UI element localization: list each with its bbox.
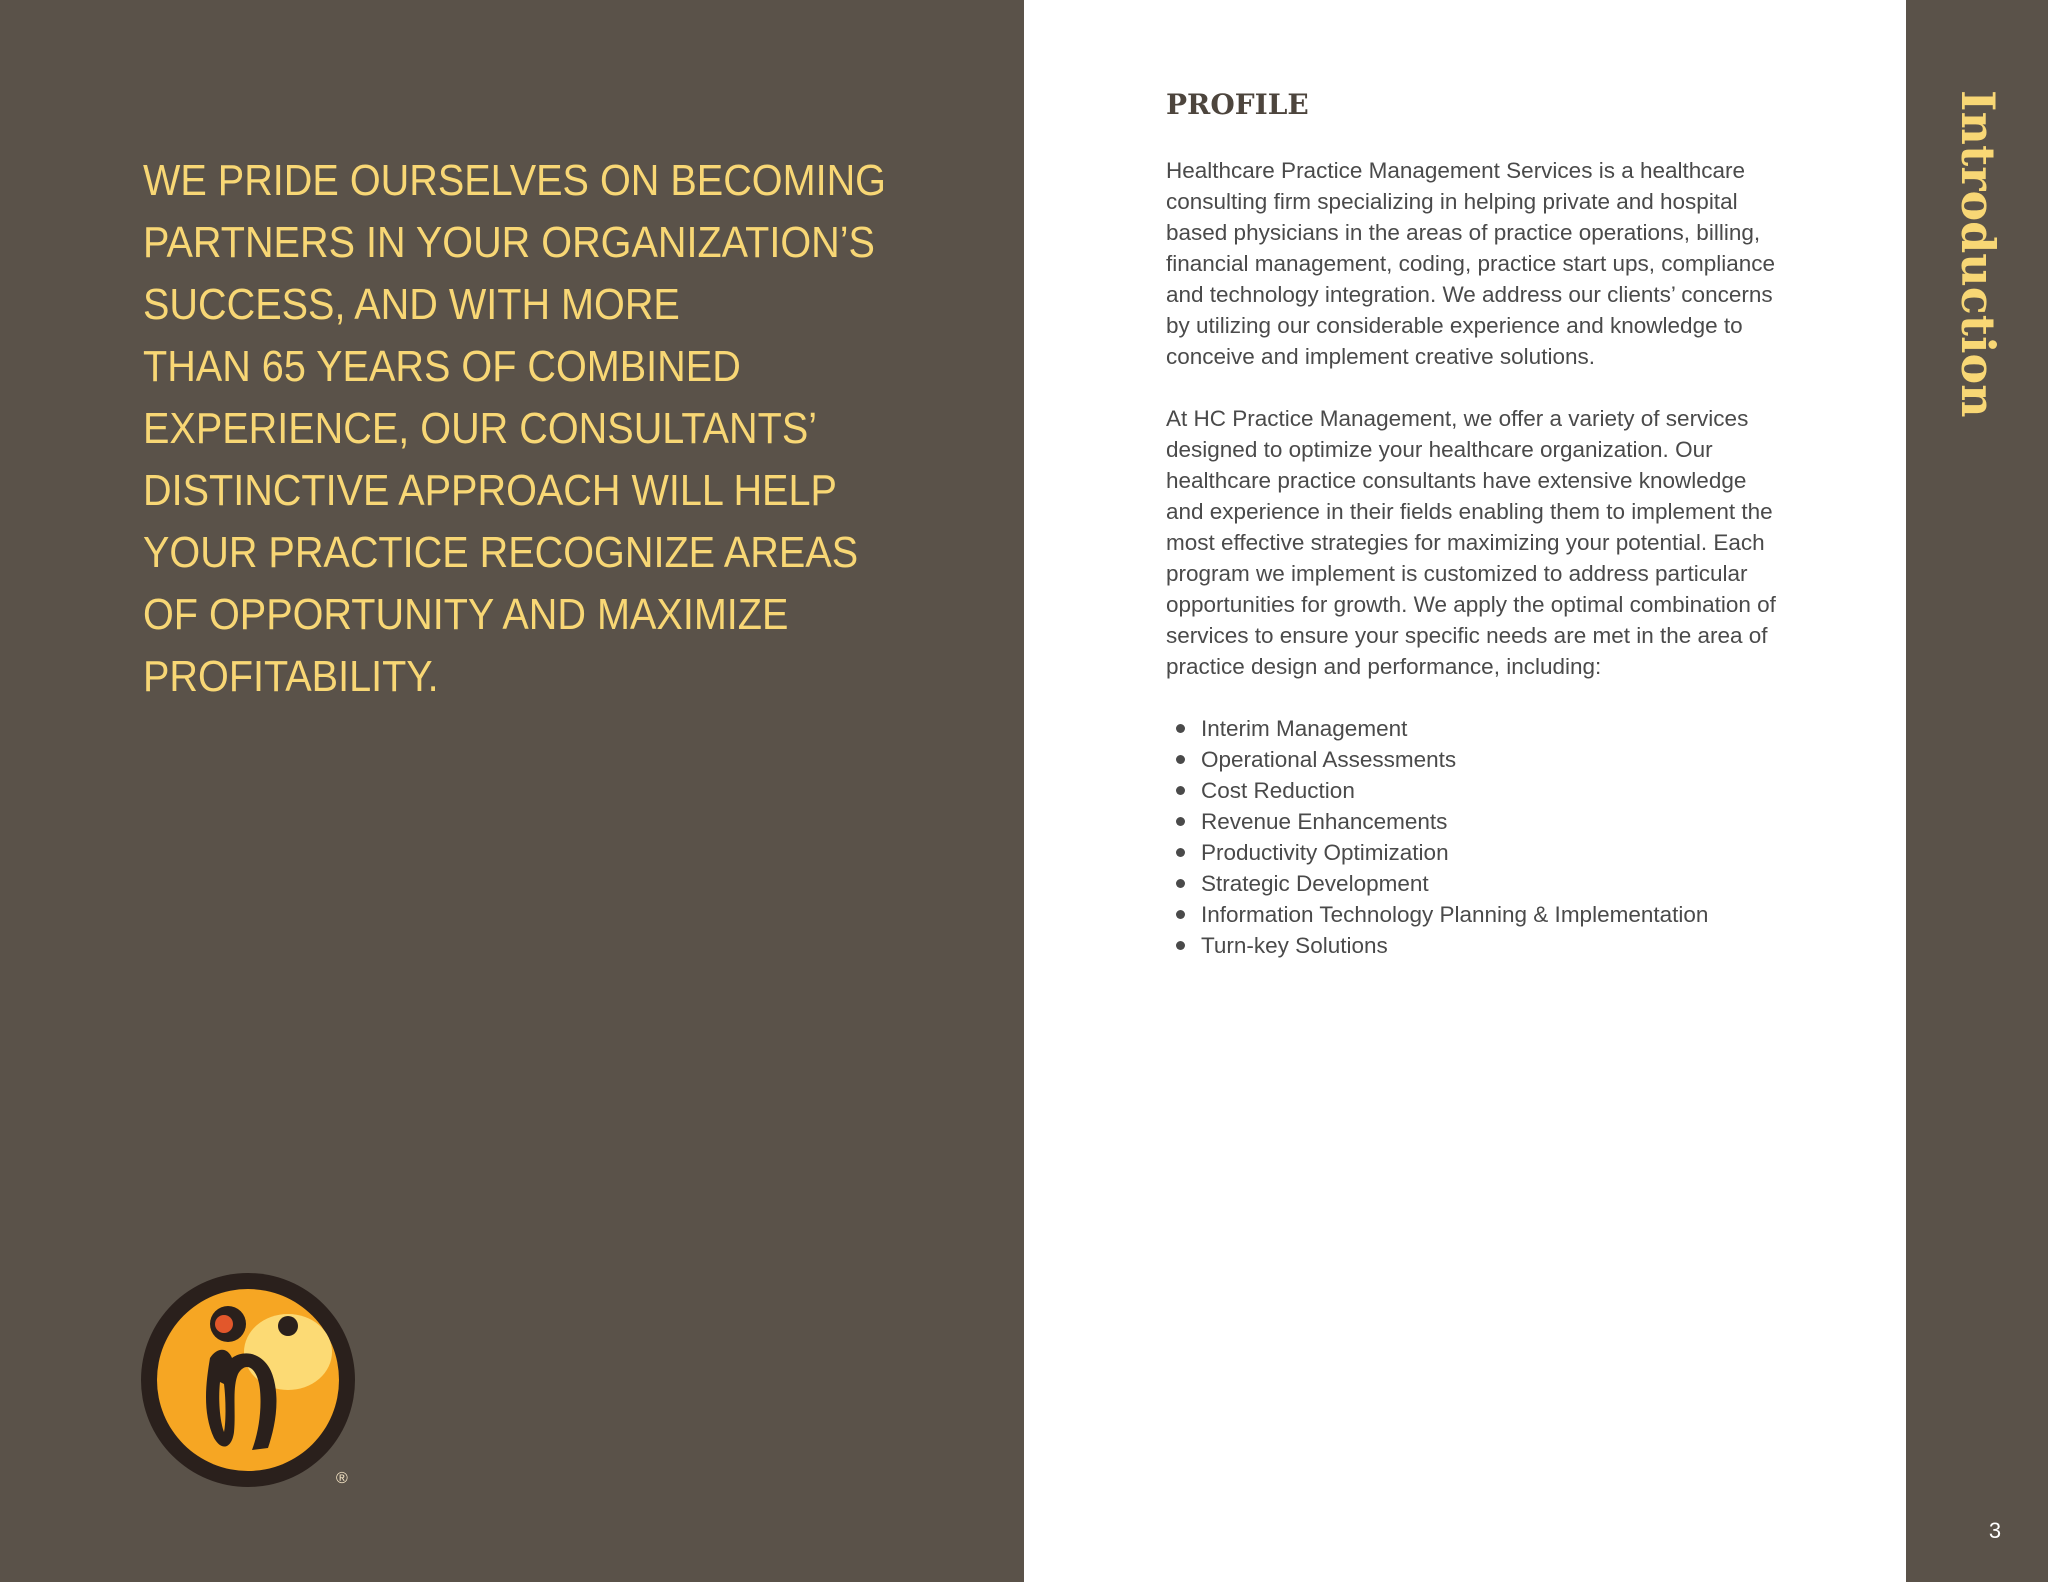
paragraph-line: opportunities for growth. We apply the optimal combination of — [1166, 592, 1776, 617]
paragraph-line: most effective strategies for maximizing your potential. Each — [1166, 530, 1765, 555]
paragraph-line: services to ensure your specific needs are met in the area of — [1166, 623, 1768, 648]
registered-mark: ® — [336, 1470, 348, 1487]
paragraph-line: At HC Practice Management, we offer a variety of services — [1166, 406, 1749, 431]
paragraph-line: healthcare practice consultants have extensive knowledge — [1166, 468, 1747, 493]
list-item: Information Technology Planning & Implementation — [1166, 899, 1708, 930]
profile-paragraph-2 — [1166, 403, 1846, 682]
section-tab-label: Introduction — [1951, 90, 2005, 418]
paragraph-line: consulting firm specializing in helping private and hospital — [1166, 189, 1738, 214]
list-item: Interim Management — [1166, 713, 1708, 744]
tagline-line: OF OPPORTUNITY AND MAXIMIZE — [143, 590, 789, 639]
tagline-line: YOUR PRACTICE RECOGNIZE AREAS — [143, 528, 859, 577]
list-item: Turn-key Solutions — [1166, 930, 1708, 961]
paragraph-line: by utilizing our considerable experience and knowledge to — [1166, 313, 1743, 338]
paragraph-line: Healthcare Practice Management Services is a healthcare — [1166, 158, 1746, 183]
tagline-line: THAN 65 YEARS OF COMBINED — [143, 342, 741, 391]
profile-heading: PROFILE — [1166, 88, 1309, 121]
tagline-line: WE PRIDE OURSELVES ON BECOMING — [143, 156, 886, 205]
company-logo-icon — [140, 1272, 360, 1492]
page-number: 3 — [1988, 1518, 2002, 1543]
list-item: Productivity Optimization — [1166, 837, 1708, 868]
logo-red-dot — [215, 1315, 233, 1333]
list-item: Strategic Development — [1166, 868, 1708, 899]
paragraph-line: and technology integration. We address our clients’ concerns — [1166, 282, 1773, 307]
tagline-line: PARTNERS IN YOUR ORGANIZATION’S — [143, 218, 875, 267]
services-list — [1166, 713, 1708, 961]
logo-graphic — [140, 1272, 360, 1492]
tagline-line: PROFITABILITY. — [143, 652, 439, 701]
logo-black-dot — [278, 1316, 298, 1336]
list-item: Operational Assessments — [1166, 744, 1708, 775]
list-item: Cost Reduction — [1166, 775, 1708, 806]
tagline-line: EXPERIENCE, OUR CONSULTANTS’ — [143, 404, 818, 453]
paragraph-line: based physicians in the areas of practice operations, billing, — [1166, 220, 1761, 245]
paragraph-line: and experience in their fields enabling them to implement the — [1166, 499, 1773, 524]
paragraph-line: financial management, coding, practice start ups, compliance — [1166, 251, 1776, 276]
paragraph-line: designed to optimize your healthcare organization. Our — [1166, 437, 1713, 462]
tagline — [143, 150, 886, 708]
tagline-line: SUCCESS, AND WITH MORE — [143, 280, 680, 329]
list-item: Revenue Enhancements — [1166, 806, 1708, 837]
tagline-line: DISTINCTIVE APPROACH WILL HELP — [143, 466, 837, 515]
profile-paragraph-1 — [1166, 155, 1846, 372]
paragraph-line: conceive and implement creative solutions. — [1166, 344, 1595, 369]
paragraph-line: program we implement is customized to address particular — [1166, 561, 1748, 586]
paragraph-line: practice design and performance, including: — [1166, 654, 1602, 679]
